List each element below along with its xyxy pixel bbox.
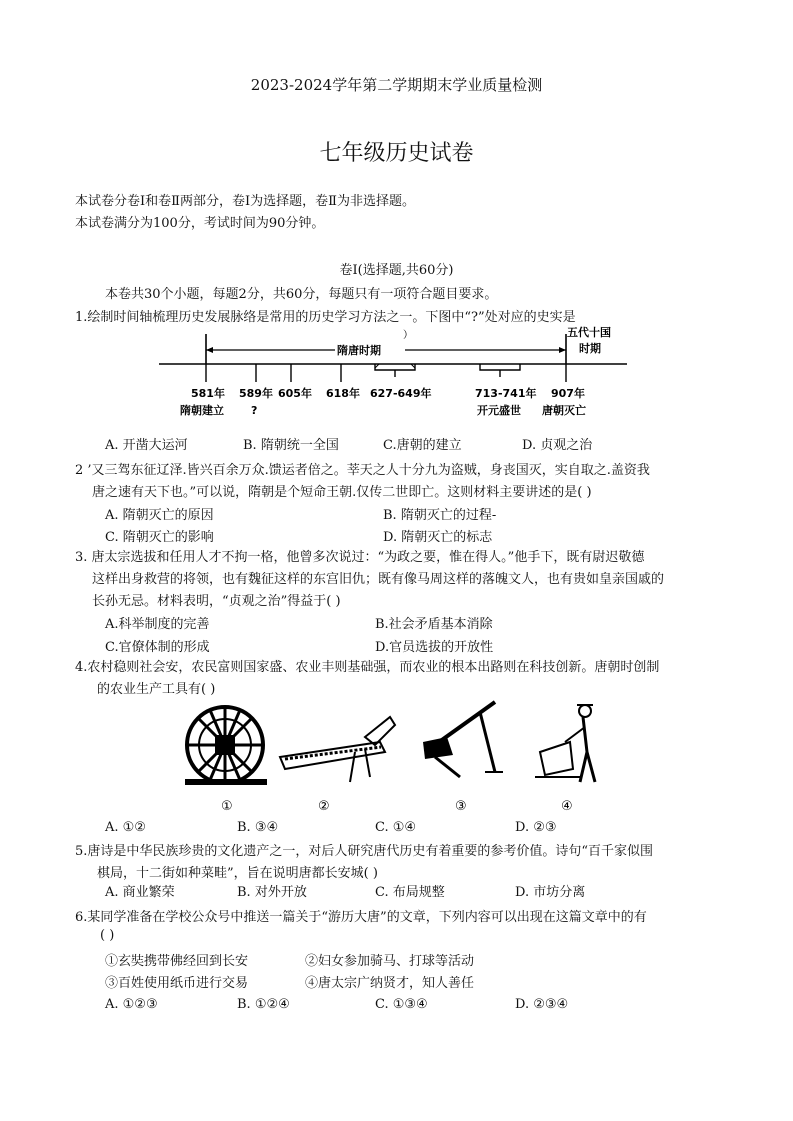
q1-option-c[interactable]: C.唐朝的建立 xyxy=(383,438,462,453)
exam-title: 2023-2024学年第二学期期末学业质量检测 xyxy=(250,76,543,94)
timeline-figure xyxy=(155,322,635,422)
q6-option-b[interactable]: B. ①②④ xyxy=(237,997,290,1012)
q6-item-2: ②妇女参加骑马、打球等活动 xyxy=(305,954,475,969)
chain-pump-image xyxy=(280,717,395,814)
q4-option-d[interactable]: D. ②③ xyxy=(515,820,557,835)
q6-item-4: ④唐太宗广纳贤才，知人善任 xyxy=(305,976,475,991)
q2-option-d[interactable]: D. 隋朝灭亡的标志 xyxy=(383,530,493,545)
section-title: 卷Ⅰ(选择题,共60分) xyxy=(339,263,454,278)
event-kaiyuan: 开元盛世 xyxy=(477,404,521,417)
question-2-line-1: 2 ’又三驾东征辽泽.皆兴百余万众.馈运者倍之。莘天之人十分九为盗贼，身丧国灭，实自取之.盖资我 xyxy=(75,463,650,478)
q4-option-a[interactable]: A. ①② xyxy=(105,820,146,835)
question-1-stem: 1.绘制时间轴梳理历史发展脉络是常用的历史学习方法之一。下图中“?”处对应的史实是 xyxy=(75,310,576,325)
question-3-line-1: 3. 唐太宗选拔和任用人才不拘一格，他曾多次说过：“为政之要，惟在得人。”他手下，既有尉迟敬德 xyxy=(75,550,645,565)
bracket-713-741 xyxy=(480,364,520,377)
year-713-741: 713-741年 xyxy=(475,387,537,400)
bracket-label: 隋唐时期 xyxy=(337,344,381,357)
farm-tools-figure xyxy=(185,697,625,817)
q2-option-a[interactable]: A. 隋朝灭亡的原因 xyxy=(105,508,214,523)
year-618: 618年 xyxy=(326,387,360,400)
bracket-paren: ） xyxy=(403,330,413,341)
year-627-649: 627-649年 xyxy=(370,387,432,400)
q5-option-b[interactable]: B. 对外开放 xyxy=(237,885,307,900)
question-3-line-2: 这样出身救营的将领，也有魏征这样的东宫旧仇；既有像马周这样的落魄文人，也有贵如皇亲国戚的 xyxy=(92,572,665,587)
q1-option-a[interactable]: A. 开凿大运河 xyxy=(105,438,188,453)
farmer-plough-image xyxy=(535,705,595,814)
question-1-options xyxy=(0,435,793,457)
q6-option-d[interactable]: D. ②③④ xyxy=(515,997,569,1012)
intro-line-2: 本试卷满分为100分，考试时间为90分钟。 xyxy=(75,216,325,231)
event-tang-fall: 唐朝灭亡 xyxy=(542,404,586,417)
end-label-2: 时期 xyxy=(579,342,601,355)
q4-option-c[interactable]: C. ①④ xyxy=(375,820,417,835)
q2-option-b[interactable]: B. 隋朝灭亡的过程- xyxy=(383,508,497,523)
q6-option-a[interactable]: A. ①②③ xyxy=(105,997,158,1012)
q1-option-d[interactable]: D. 贞观之治 xyxy=(522,438,593,453)
paper-title: 七年级历史试卷 xyxy=(319,141,474,166)
q5-option-a[interactable]: A. 商业繁荣 xyxy=(105,885,175,900)
image-label-3: ③ xyxy=(455,799,467,814)
curved-plough-image xyxy=(423,702,503,814)
question-5-line-2: 棋局，十二街如种菜畦”，旨在说明唐都长安城( ) xyxy=(97,866,378,881)
question-4-options xyxy=(0,817,793,839)
end-label-1: 五代十国 xyxy=(567,326,611,339)
year-907: 907年 xyxy=(551,387,585,400)
image-label-1: ① xyxy=(221,799,233,814)
question-5-line-1: 5.唐诗是中华民族珍贵的文化遗产之一，对后人研究唐代历史有着重要的参考价值。诗句“百千家似围 xyxy=(75,844,654,859)
q3-option-c[interactable]: C.官僚体制的形成 xyxy=(105,640,210,655)
question-5-options xyxy=(0,882,793,904)
question-4-line-2: 的农业生产工具有( ) xyxy=(97,682,216,697)
q6-item-1: ①玄奘携带佛经回到长安 xyxy=(105,954,249,969)
question-3-line-3: 长孙无忌。材料表明，“贞观之治”得益于( ) xyxy=(92,594,341,609)
q6-option-c[interactable]: C. ①③④ xyxy=(375,997,428,1012)
section-instruction: 本卷共30个小题，每题2分，共60分，每题只有一项符合题目要求。 xyxy=(105,287,498,302)
year-581: 581年 xyxy=(191,387,225,400)
q5-option-d[interactable]: D. 市坊分离 xyxy=(515,885,586,900)
q6-item-3: ③百姓使用纸币进行交易 xyxy=(105,976,249,991)
q3-option-a[interactable]: A.科举制度的完善 xyxy=(105,617,210,632)
bracket-627-649 xyxy=(375,364,415,377)
question-6-options xyxy=(0,994,793,1016)
q3-option-d[interactable]: D.官员选拔的开放性 xyxy=(375,640,494,655)
event-question-mark: ? xyxy=(251,404,258,417)
question-4-line-1: 4.农村稳则社会安，农民富则国家盛、农业丰则基础强，而农业的根本出路则在科技创新。唐朝时创制 xyxy=(75,660,660,675)
year-605: 605年 xyxy=(278,387,312,400)
image-label-4: ④ xyxy=(561,799,573,814)
q4-option-b[interactable]: B. ③④ xyxy=(237,820,279,835)
question-6-line-1: 6.某同学准备在学校公众号中推送一篇关于“游历大唐”的文章，下列内容可以出现在这篇文章中的有 xyxy=(75,910,647,925)
year-589: 589年 xyxy=(239,387,273,400)
q3-option-b[interactable]: B.社会矛盾基本消除 xyxy=(375,617,493,632)
question-6-line-2: ( ) xyxy=(100,928,115,943)
event-sui-founded: 隋朝建立 xyxy=(180,404,224,417)
q5-option-c[interactable]: C. 布局规整 xyxy=(375,885,445,900)
image-label-2: ② xyxy=(318,799,330,814)
q1-option-b[interactable]: B. 隋朝统一全国 xyxy=(243,438,339,453)
intro-line-1: 本试卷分卷Ⅰ和卷Ⅱ两部分，卷Ⅰ为选择题，卷Ⅱ为非选择题。 xyxy=(75,194,415,209)
waterwheel-image xyxy=(185,707,267,814)
q2-option-c[interactable]: C. 隋朝灭亡的影响 xyxy=(105,530,214,545)
question-2-line-2: 唐之速有天下也。”可以说，隋朝是个短命王朝.仅传二世即亡。这则材料主要讲述的是( ) xyxy=(92,485,592,500)
